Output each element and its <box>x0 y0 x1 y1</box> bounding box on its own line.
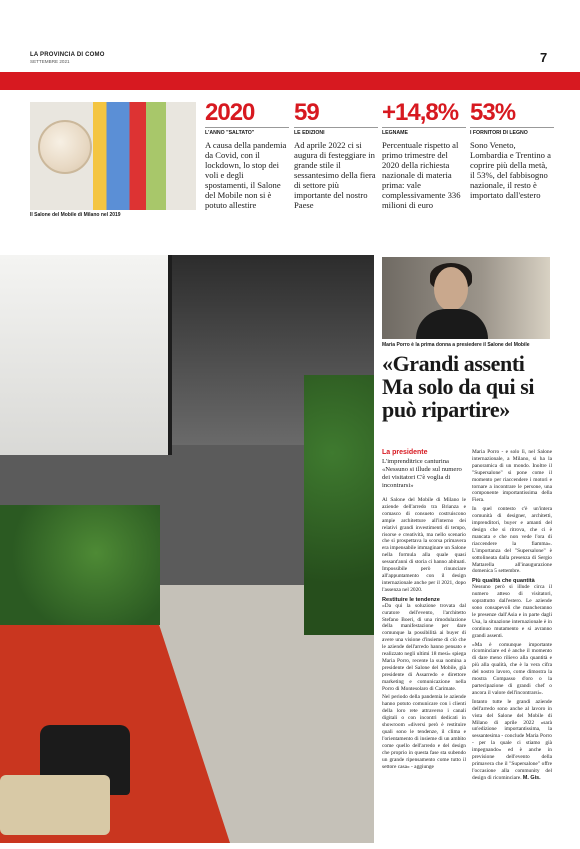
stat-text: Percentuale rispetto al primo trimestre del 2020 della richiesta nazionale di materia prima: vale complessivamente 336 milioni di euro <box>382 140 461 210</box>
salone-photo <box>30 102 196 210</box>
article-column-1 <box>382 497 466 772</box>
paragraph: Nel periodo della pandemia le aziende hanno potuto comunicare con i clienti della loro rete attraverso i canali digitali o con incontri dedicati in showroom «diversi però è restituire quali sono le tendenze, il clima e l'orientamento di insieme di un ambito come quello dell'arredo e del design che proprio in questa fase sta subendo un grande ripensamento come tutto il settore casa» - aggiunge <box>382 694 466 770</box>
stat-number: 2020 <box>205 99 255 126</box>
masthead: LA PROVINCIA DI COMO <box>30 52 105 58</box>
portrait-body <box>416 309 488 339</box>
portrait-photo <box>382 257 550 339</box>
article-summary: L'imprenditrice canturina «Nessuno si illude sul numero dei visitatori C'è voglia di incontrarsi» <box>382 458 462 489</box>
red-banner <box>0 72 580 90</box>
stat-2020 <box>205 100 289 210</box>
article-kicker: La presidente <box>382 449 428 456</box>
stat-editions <box>294 100 378 210</box>
paragraph: In quel contesto c'è un'intera comunità di designer, architetti, imprenditori, buyer e amanti del design che si ritrova, che ci è mancata e che non vede l'ora di riaccendere la fiamma». L'importanza del "Supersalone" è sottolineata dalla presenza di Sergio Mattarella all'inaugurazione domenica 5 settembre. <box>472 506 552 575</box>
mirror-disc <box>38 120 92 174</box>
stat-label: I FORNITORI DI LEGNO <box>470 127 554 136</box>
paragraph: «Ma è comunque importante ricominciare ed è anche il momento di dare meno rilievo alla quantità e più alla qualità, che è la vera cifra del nostro lavoro, come dimostra la mostra Compasso d'oro o la partecipazione di grandi chef o ancora il valore dell'incontrarsi». <box>472 641 552 696</box>
photo-white-room <box>0 255 172 455</box>
stat-number: 59 <box>294 99 319 126</box>
paragraph-text: Intanto tutte le grandi aziende dell'arredo sono anche al lavoro in vista del Salone del Mobile di Milano di aprile 2022 «sarà un'edizione importantissima, la sessantesima - conclude Maria Porro - per la quale ci stiamo già impegnando» ed è anche in previsione dell'evento della primavera che il "Supersalone" offre l'occasione alla community del design di ricominciare. <box>472 698 552 781</box>
stat-fornitori <box>470 100 554 200</box>
portrait-caption: Maria Porro è la prima donna a presiedere il Salone del Mobile <box>382 342 530 348</box>
paragraph: Al Salone del Mobile di Milano le aziende dell'arredo tra Brianza e comasco di consueto costruiscono ampie architetture all'interno dei relativi grandi investimenti di tempo, risorse e creatività, ma nello scenario che si prospettava la scorsa primavera era impensabile immaginare un Salone nella formula alla quale quasi sessant'anni di storia ci hanno abituati. Impossibile però rinunciare all'appuntamento con il design internazionale anche per il 2021, dopo l'assenza nel 2020. <box>382 497 466 593</box>
article-column-2 <box>472 449 552 784</box>
portrait-face <box>434 267 468 311</box>
signature: M. Gis. <box>522 774 541 781</box>
stat-number: +14,8% <box>382 99 459 126</box>
photo-deck-chair <box>0 775 110 835</box>
article-headline: «Grandi assenti Ma solo da qui si può ripartire» <box>382 351 535 422</box>
stat-label: L'ANNO "SALTATO" <box>205 127 289 136</box>
photo-plants-right <box>304 375 374 635</box>
exhibition-photo <box>0 255 374 843</box>
paragraph: Maria Porro - e solo lì, nel Salone internazionale, a Milano, si ha la panoramica di un mondo. Inoltre il "Supersalone" si pone come il momento per riaccendere i motori e tornare a incontrare le persone, una componente importantissima della Fiera. <box>472 449 552 504</box>
paragraph: Nessuno però si illude circa il numero atteso di visitatori, soprattutto dall'estero. Le aziende sono consapevoli che mancheranno le presenze dall'Asia e in parte dagli Usa, la situazione internazionale è in continuo mutamento e si avranno grandi assenti. <box>472 584 552 639</box>
subhead: Più qualità che quantità <box>472 578 535 585</box>
stat-text: Ad aprile 2022 ci si augura di festeggiare in grande stile il sessantesimo della fiera di settore più importante del nostro Paese <box>294 140 376 210</box>
paragraph <box>472 699 552 782</box>
paragraph: «Da qui la soluzione trovata dal curatore dell'evento, l'architetto Stefano Boeri, di una rimodulazione della manifestazione per dare comunque la possibilità ai buyer di avere una visione d'insieme di ciò che le aziende dell'arredo hanno pensato e realizzato negli ultimi 18 mesi» spiega Maria Porro, recente la sua nomina a presidente del Salone del Mobile, già presidente di Assarredo e direttore marketing e comunicazione nella Porro di Montesolaro di Carimate. <box>382 602 466 692</box>
photo-plants-left <box>0 505 160 625</box>
photo-caption: Il Salone del Mobile di Milano nel 2019 <box>30 212 121 218</box>
stat-label: LE EDIZIONI <box>294 127 378 136</box>
stat-legname <box>382 100 466 210</box>
stat-label: LEGNAME <box>382 127 466 136</box>
stat-number: 53% <box>470 99 516 126</box>
stat-text: A causa della pandemia da Covid, con il lockdown, lo stop dei voli e degli spostamenti, il Salone del Mobile non si è potuto allestire <box>205 140 287 210</box>
page-number: 7 <box>540 50 548 65</box>
subhead: Restituire le tendenze <box>382 596 440 603</box>
stat-text: Sono Veneto, Lombardia e Trentino a coprire più della metà, il 53%, del fabbisogno nazionale, il resto è importato dall'estero <box>470 140 551 200</box>
dateline: SETTEMBRE 2021 <box>30 59 70 64</box>
